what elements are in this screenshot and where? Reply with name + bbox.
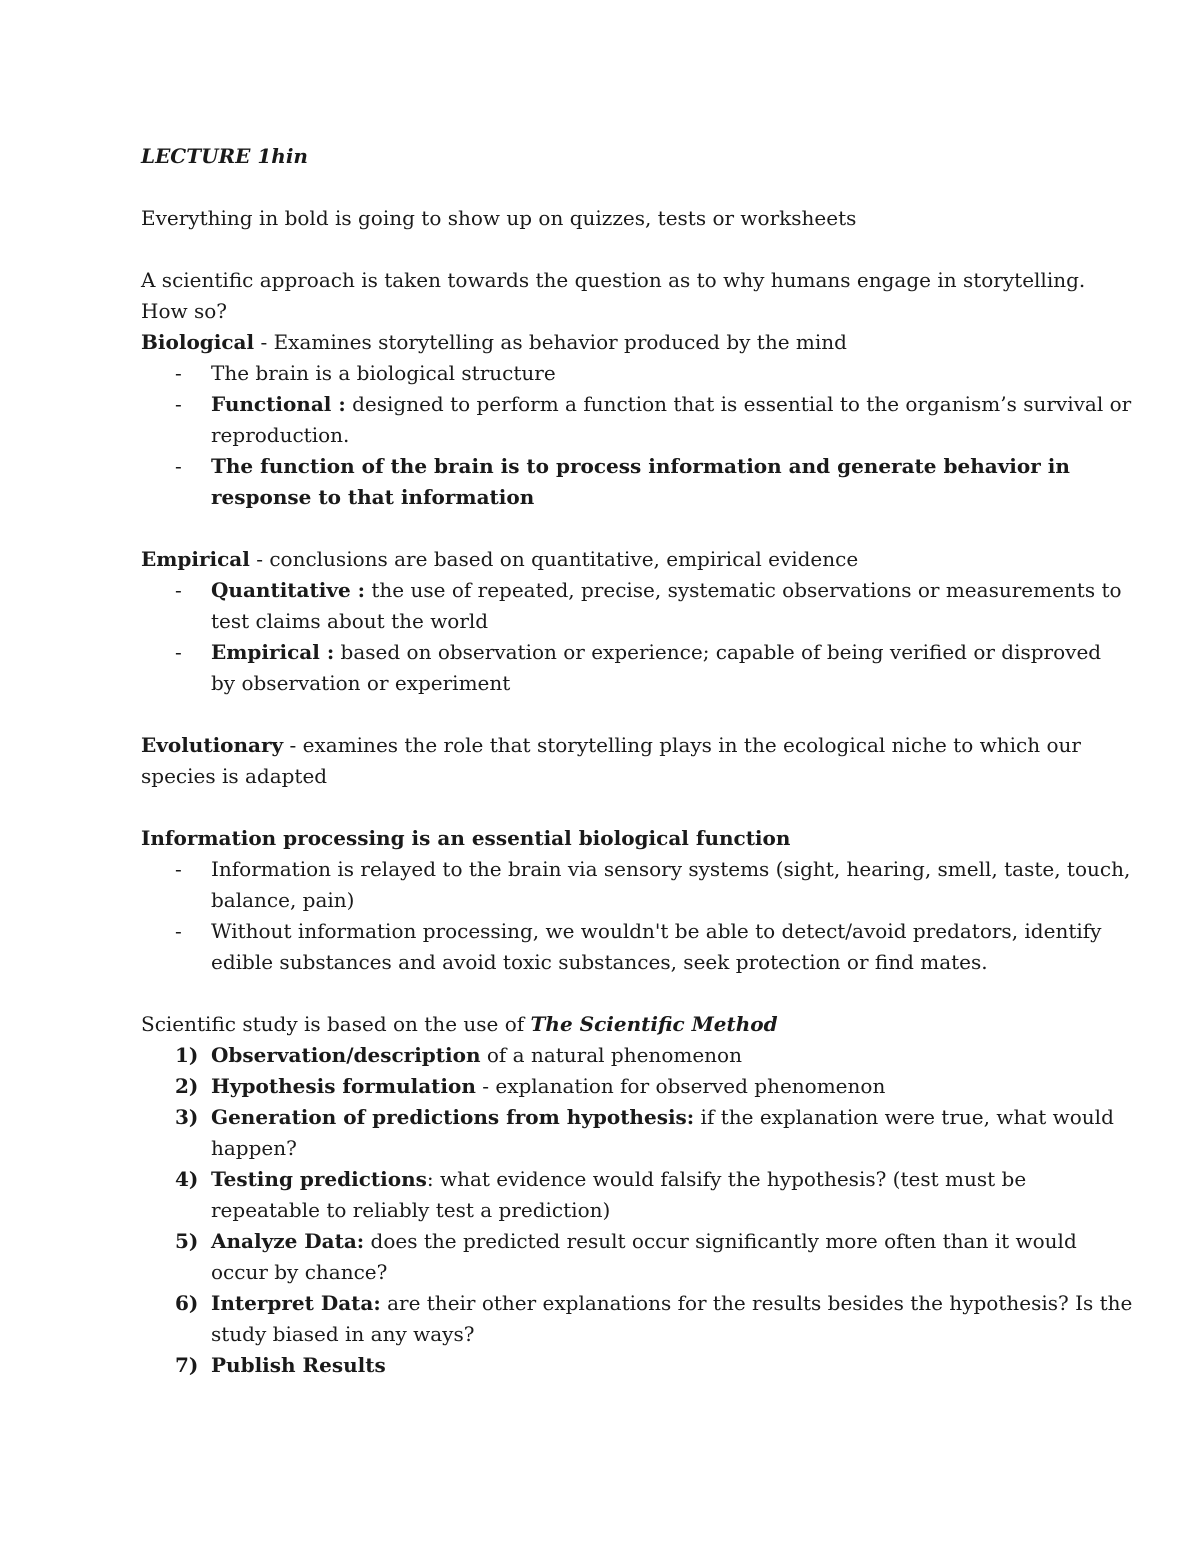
empirical-term: Empirical (141, 547, 250, 571)
bullet-dash: - (175, 857, 182, 881)
step-term: Testing predictions (211, 1167, 427, 1191)
step-term: Observation/description (211, 1043, 481, 1067)
bullet-dash: - (175, 361, 182, 385)
step-number: 7) (175, 1353, 199, 1377)
step-text: of a natural phenomenon (480, 1043, 742, 1067)
step-4-cont: repeatable to reliably test a prediction) (211, 1198, 611, 1222)
step-term: Publish Results (211, 1353, 386, 1377)
biological-bullet-1: The brain is a biological structure (211, 361, 556, 385)
step-number: 4) (175, 1167, 199, 1191)
functional-text: designed to perform a function that is essential to the organism’s survival or (345, 392, 1132, 416)
step-6 (211, 1288, 1132, 1319)
approach-line-2: How so? (141, 299, 227, 323)
quantitative-text: the use of repeated, precise, systematic observations or measurements to (365, 578, 1122, 602)
method-intro (141, 1009, 778, 1040)
evolutionary-cont: species is adapted (141, 764, 328, 788)
empirical-bullet-1-cont: test claims about the world (211, 609, 489, 633)
step-number: 2) (175, 1074, 199, 1098)
info-bullet-2-cont: edible substances and avoid toxic substances, seek protection or find mates. (211, 950, 988, 974)
info-heading: Information processing is an essential biological function (141, 826, 791, 850)
intro-text: Everything in bold is going to show up on quizzes, tests or worksheets (141, 206, 857, 230)
empirical-desc: - conclusions are based on quantitative, empirical evidence (249, 547, 859, 571)
functional-term: Functional : (211, 392, 346, 416)
empirical-heading (141, 544, 858, 575)
bullet-dash: - (175, 640, 182, 664)
step-2 (211, 1071, 885, 1102)
evolutionary-heading (141, 730, 1081, 761)
info-bullet-1-cont: balance, pain) (211, 888, 355, 912)
method-intro-bold: The Scientific Method (530, 1012, 778, 1036)
step-term: Interpret Data: (211, 1291, 381, 1315)
empirical-def-term: Empirical : (211, 640, 335, 664)
step-6-cont: study biased in any ways? (211, 1322, 475, 1346)
method-intro-text: Scientific study is based on the use of (141, 1012, 531, 1036)
step-text: are their other explanations for the results besides the hypothesis? Is the (380, 1291, 1133, 1315)
step-term: Hypothesis formulation (211, 1074, 476, 1098)
step-7 (211, 1350, 386, 1381)
biological-bullet-2-cont: reproduction. (211, 423, 350, 447)
step-number: 6) (175, 1291, 199, 1315)
biological-heading (141, 327, 847, 358)
biological-term: Biological (141, 330, 255, 354)
step-term: Generation of predictions from hypothesis: (211, 1105, 695, 1129)
step-text: : what evidence would falsify the hypothesis? (test must be (426, 1167, 1027, 1191)
step-text: if the explanation were true, what would (694, 1105, 1114, 1129)
empirical-def-text: based on observation or experience; capable of being verified or disproved (334, 640, 1102, 664)
step-3 (211, 1102, 1114, 1133)
step-3-cont: happen? (211, 1136, 297, 1160)
info-bullet-1: Information is relayed to the brain via sensory systems (sight, hearing, smell, taste, touch, (211, 857, 1131, 881)
step-number: 3) (175, 1105, 199, 1129)
biological-bullet-2 (211, 389, 1131, 420)
step-5-cont: occur by chance? (211, 1260, 388, 1284)
bullet-dash: - (175, 919, 182, 943)
quantitative-term: Quantitative : (211, 578, 366, 602)
step-1 (211, 1040, 742, 1071)
empirical-bullet-2-cont: by observation or experiment (211, 671, 511, 695)
step-term: Analyze Data: (211, 1229, 365, 1253)
info-bullet-2: Without information processing, we wouldn't be able to detect/avoid predators, identify (211, 919, 1102, 943)
step-text: - explanation for observed phenomenon (475, 1074, 886, 1098)
empirical-bullet-1 (211, 575, 1122, 606)
page-title: LECTURE 1hin (141, 144, 308, 168)
biological-bullet-3-cont: response to that information (211, 485, 535, 509)
approach-line-1: A scientific approach is taken towards the question as to why humans engage in storytelling. (141, 268, 1086, 292)
step-number: 1) (175, 1043, 199, 1067)
bullet-dash: - (175, 578, 182, 602)
step-number: 5) (175, 1229, 199, 1253)
bullet-dash: - (175, 392, 182, 416)
empirical-bullet-2 (211, 637, 1101, 668)
bullet-dash: - (175, 454, 182, 478)
step-5 (211, 1226, 1077, 1257)
step-4 (211, 1164, 1026, 1195)
biological-bullet-3: The function of the brain is to process information and generate behavior in (211, 454, 1070, 478)
evolutionary-desc: - examines the role that storytelling plays in the ecological niche to which our (283, 733, 1081, 757)
biological-desc: - Examines storytelling as behavior produced by the mind (254, 330, 847, 354)
step-text: does the predicted result occur significantly more often than it would (364, 1229, 1077, 1253)
evolutionary-term: Evolutionary (141, 733, 284, 757)
